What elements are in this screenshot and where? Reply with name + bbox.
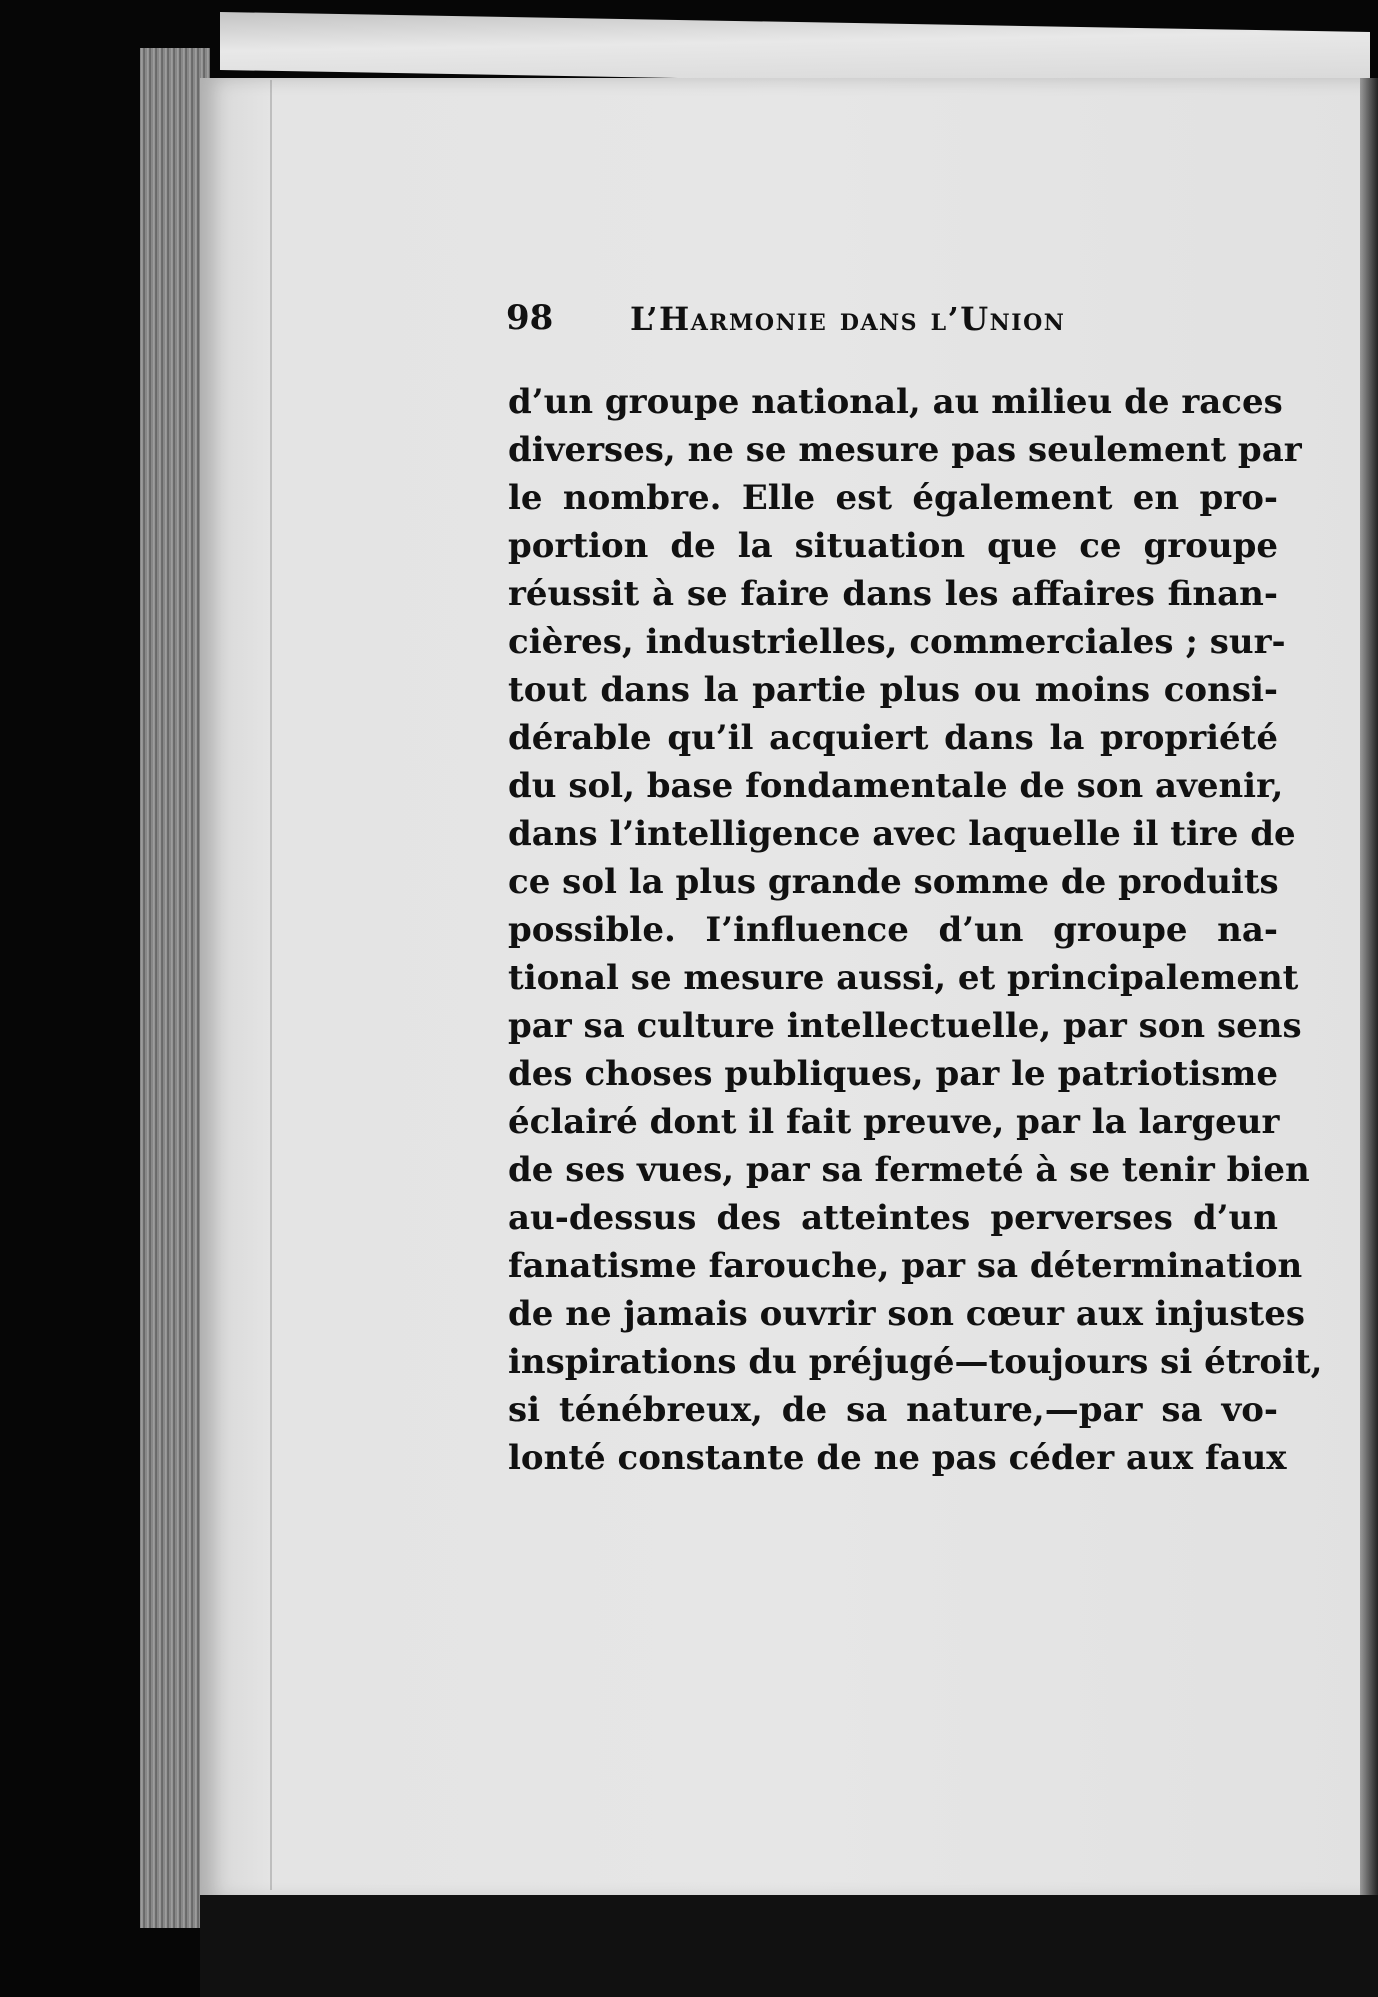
- text-line: inspirations du préjugé—toujours si étroit,: [508, 1342, 1323, 1382]
- gutter-line: [270, 80, 272, 1890]
- page-header: [506, 298, 1146, 348]
- body-text: [508, 378, 1323, 1482]
- text-line: tional se mesure aussi, et principalement: [508, 958, 1299, 998]
- right-edge-shadow: [1360, 78, 1378, 1908]
- text-line: si ténébreux, de sa nature,—par sa vo-: [508, 1390, 1278, 1430]
- text-line: d’un groupe national, au milieu de races: [508, 382, 1283, 422]
- text-line: par sa culture intellectuelle, par son sens: [508, 1006, 1302, 1046]
- bottom-shadow: [200, 1895, 1378, 1997]
- text-line: tout dans la partie plus ou moins consi-: [508, 670, 1278, 710]
- text-line: diverses, ne se mesure pas seulement par: [508, 430, 1302, 470]
- text-line: lonté constante de ne pas céder aux faux: [508, 1438, 1287, 1478]
- text-line: réussit à se faire dans les affaires finan-: [508, 574, 1278, 614]
- text-line: dérable qu’il acquiert dans la propriété: [508, 718, 1278, 758]
- text-line: de ses vues, par sa fermeté à se tenir bien: [508, 1150, 1310, 1190]
- text-line: au-dessus des atteintes perverses d’un: [508, 1198, 1278, 1238]
- text-line: du sol, base fondamentale de son avenir,: [508, 766, 1284, 806]
- text-line: des choses publiques, par le patriotisme: [508, 1054, 1278, 1094]
- text-line: ce sol la plus grande somme de produits: [508, 862, 1279, 902]
- text-line: éclairé dont il fait preuve, par la largeur: [508, 1102, 1280, 1142]
- text-line: le nombre. Elle est également en pro-: [508, 478, 1278, 518]
- page-number: 98: [506, 298, 554, 338]
- text-line: de ne jamais ouvrir son cœur aux injustes: [508, 1294, 1306, 1334]
- text-line: portion de la situation que ce groupe: [508, 526, 1278, 566]
- text-line: fanatisme farouche, par sa détermination: [508, 1246, 1303, 1286]
- text-line: possible. I’influence d’un groupe na-: [508, 910, 1278, 950]
- running-title: L’Harmonie dans l’Union: [630, 300, 1066, 338]
- text-line: dans l’intelligence avec laquelle il tire de: [508, 814, 1296, 854]
- text-line: cières, industrielles, commerciales ; sur-: [508, 622, 1286, 662]
